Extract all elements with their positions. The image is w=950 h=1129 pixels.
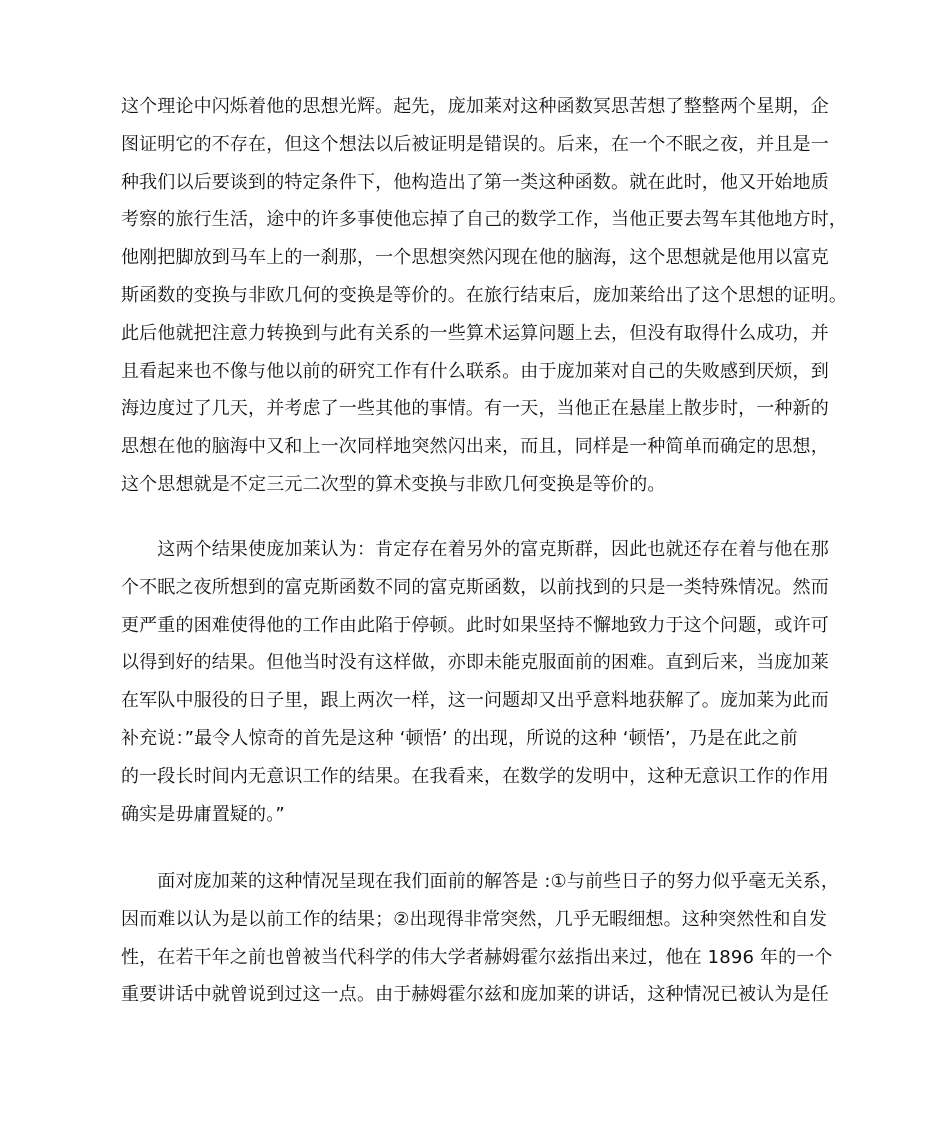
text-line: 种我们以后要谈到的特定条件下，他构造出了第一类这种函数。就在此时，他又开始地质 (121, 171, 829, 193)
text-line: 更严重的困难使得他的工作由此陷于停顿。此时如果坚持不懈地致力于这个问题，或许可 (121, 614, 829, 636)
text-line: 性，在若干年之前也曾被当代科学的伟大学者赫姆霍尔兹指出来过，他在 1896 年的一个 (121, 946, 833, 968)
text-line: 的一段长时间内无意识工作的结果。在我看来，在数学的发明中，这种无意识工作的作用 (121, 765, 829, 787)
text-line: 以得到好的结果。但他当时没有这样做，亦即未能克服面前的困难。直到后来，当庞加莱 (121, 652, 829, 674)
text-line: 考察的旅行生活，途中的许多事使他忘掉了自己的数学工作，当他正要去驾车其他地方时， (121, 209, 847, 231)
text-line: 重要讲话中就曾说到过这一点。由于赫姆霍尔兹和庞加莱的讲话，这种情况已被认为是任 (121, 984, 829, 1006)
text-line: 海边度过了几天，并考虑了一些其他的事情。有一天，当他正在悬崖上散步时，一种新的 (121, 398, 829, 420)
paragraph-1 (121, 88, 847, 504)
text-line: 面对庞加莱的这种情况呈现在我们面前的解答是 :①与前些日子的努力似乎毫无关系， (121, 871, 840, 892)
text-line: 斯函数的变换与非欧几何的变换是等价的。在旅行结束后，庞加莱给出了这个思想的证明。 (121, 284, 847, 306)
text-line: 这个思想就是不定三元二次型的算术变换与非欧几何变换是等价的。 (121, 473, 666, 495)
text-line: 思想在他的脑海中又和上一次同样地突然闪出来，而且，同样是一种简单而确定的思想， (121, 436, 829, 458)
text-line: 因而难以认为是以前工作的结果；②出现得非常突然，几乎无暇细想。这种突然性和自发 (121, 908, 827, 930)
text-line: 这个理论中闪烁着他的思想光辉。起先，庞加莱对这种函数冥思苦想了整整两个星期，企 (121, 96, 829, 117)
text-line: 补充说：”最令人惊奇的首先是这种 ‘顿悟’ 的出现，所说的这种 ‘顿悟’，乃是在此之前 (121, 727, 798, 749)
text-line: 图证明它的不存在，但这个想法以后被证明是错误的。后来，在一个不眠之夜，并且是一 (121, 133, 829, 155)
paragraph-2 (121, 531, 841, 833)
paragraph-3 (121, 863, 841, 1014)
text-line: 确实是毋庸置疑的。” (121, 803, 285, 825)
text-line: 他刚把脚放到马车上的一刹那，一个思想突然闪现在他的脑海，这个思想就是他用以富克 (121, 247, 829, 269)
text-line: 这两个结果使庞加莱认为：肯定存在着另外的富克斯群，因此也就还存在着与他在那 (121, 539, 829, 560)
text-line: 个不眠之夜所想到的富克斯函数不同的富克斯函数，以前找到的只是一类特殊情况。然而 (121, 576, 829, 598)
text-line: 在军队中服役的日子里，跟上两次一样，这一问题却又出乎意料地获解了。庞加莱为此而 (121, 690, 829, 712)
text-line: 此后他就把注意力转换到与此有关系的一些算术运算问题上去，但没有取得什么成功，并 (121, 322, 829, 344)
text-line: 且看起来也不像与他以前的研究工作有什么联系。由于庞加莱对自己的失败感到厌烦，到 (121, 360, 829, 382)
